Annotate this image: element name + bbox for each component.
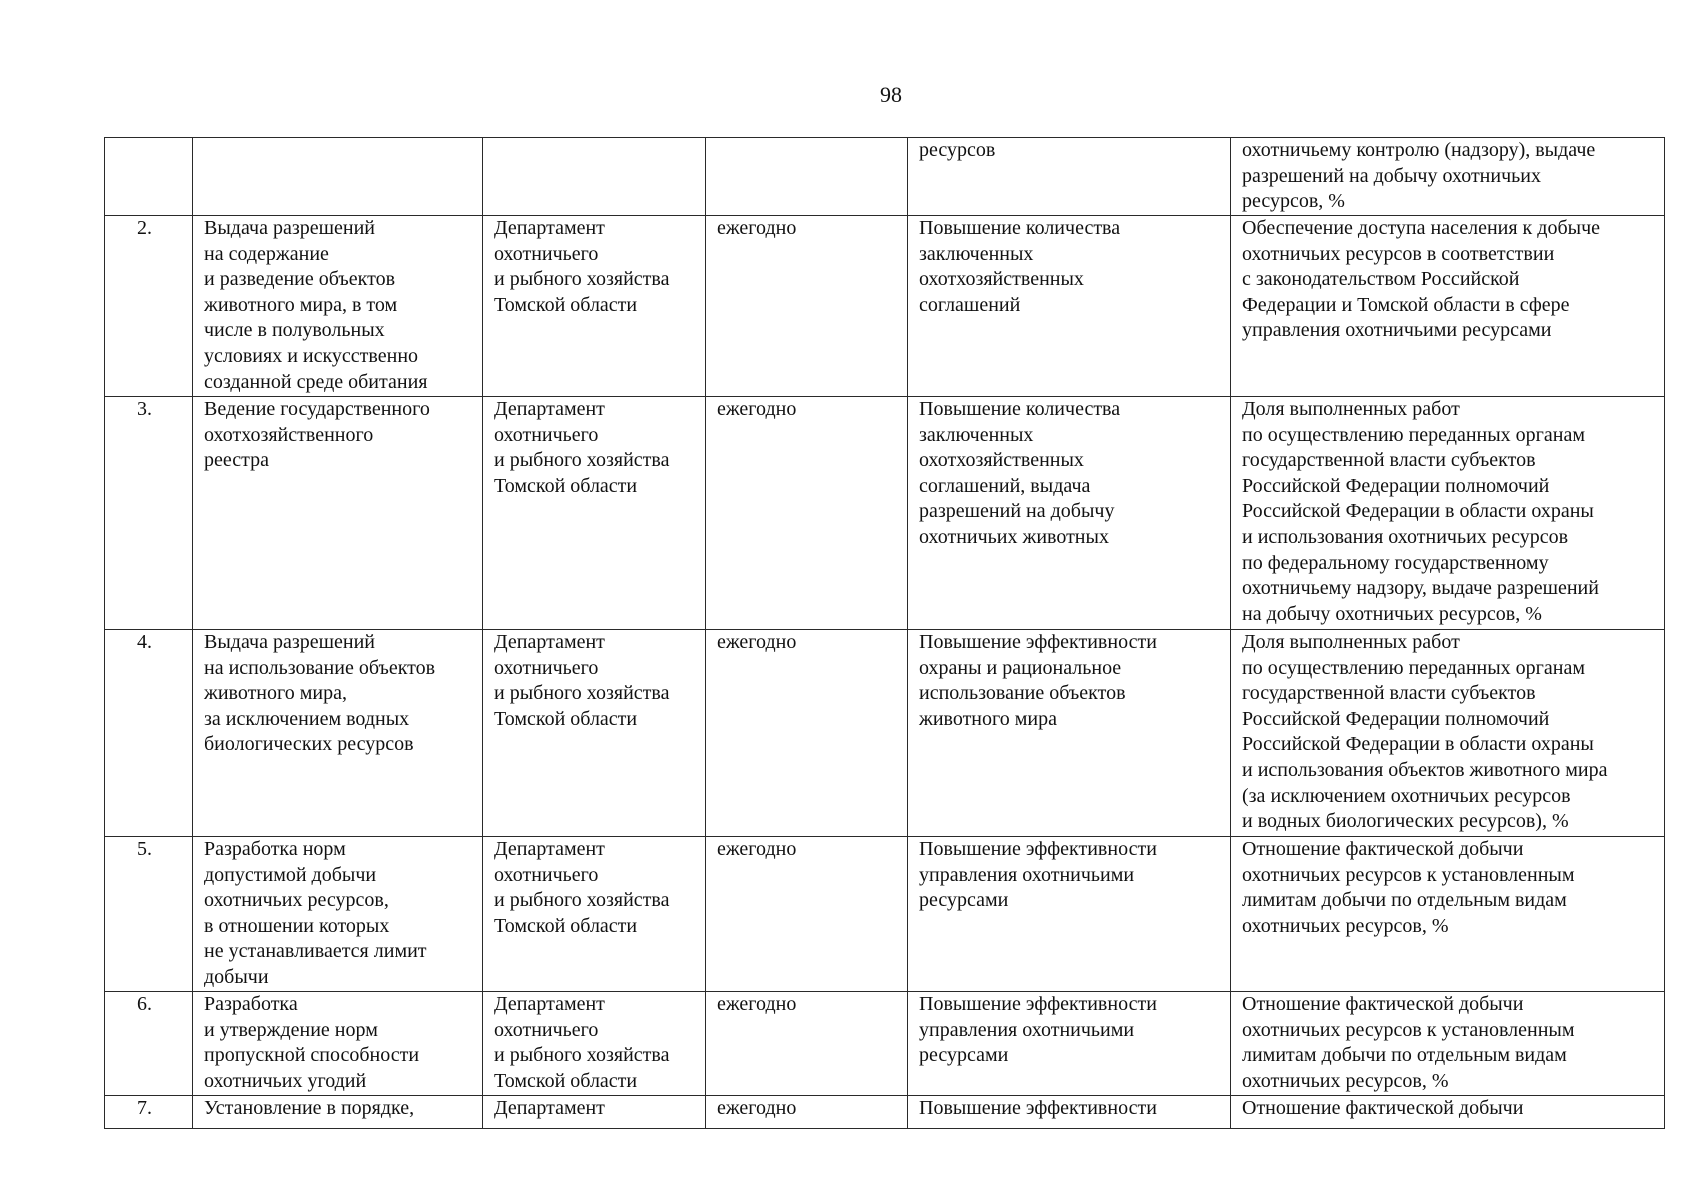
page-number: 98 [880, 82, 902, 107]
indicator-cell: Отношение фактической добычи [1231, 1096, 1665, 1129]
activity-cell: Разработка и утверждение норм пропускной способности охотничьих угодий [193, 992, 483, 1096]
table-row [105, 1096, 1665, 1129]
indicator-cell: Доля выполненных работ по осуществлению переданных органам государственной власти субъектов Российской Федерации полномочий Российской Федерации в области охраны и использования охотничьих ресурсов по федеральному государственному охотничьему надзору, выдаче разрешений на добычу охотничьих ресурсов, % [1231, 397, 1665, 630]
period-cell: ежегодно [706, 837, 908, 992]
period-cell: ежегодно [706, 1096, 908, 1129]
period-cell: ежегодно [706, 397, 908, 630]
activity-cell: Выдача разрешений на использование объектов животного мира, за исключением водных биологических ресурсов [193, 630, 483, 837]
executor-cell: Департамент охотничьего и рыбного хозяйства Томской области [483, 397, 706, 630]
executor-cell: Департамент охотничьего и рыбного хозяйства Томской области [483, 837, 706, 992]
result-cell: Повышение эффективности управления охотничьими ресурсами [908, 992, 1231, 1096]
table-row [105, 397, 1665, 630]
row-number-cell: 6. [105, 992, 193, 1096]
indicator-cell: Отношение фактической добычи охотничьих ресурсов к установленным лимитам добычи по отдельным видам охотничьих ресурсов, % [1231, 837, 1665, 992]
activities-table [104, 137, 1665, 1129]
row-number-cell: 7. [105, 1096, 193, 1129]
table-row [105, 992, 1665, 1096]
period-cell: ежегодно [706, 216, 908, 397]
period-cell: ежегодно [706, 630, 908, 837]
period-cell [706, 138, 908, 216]
indicator-cell: охотничьему контролю (надзору), выдаче разрешений на добычу охотничьих ресурсов, % [1231, 138, 1665, 216]
result-cell: ресурсов [908, 138, 1231, 216]
indicator-cell: Обеспечение доступа населения к добыче охотничьих ресурсов в соответствии с законодательством Российской Федерации и Томской области в сфере управления охотничьими ресурсами [1231, 216, 1665, 397]
result-cell: Повышение эффективности управления охотничьими ресурсами [908, 837, 1231, 992]
indicator-cell: Доля выполненных работ по осуществлению переданных органам государственной власти субъектов Российской Федерации полномочий Российской Федерации в области охраны и использования объектов животного мира (за исключением охотничьих ресурсов и водных биологических ресурсов), % [1231, 630, 1665, 837]
table-row [105, 216, 1665, 397]
executor-cell: Департамент [483, 1096, 706, 1129]
executor-cell [483, 138, 706, 216]
table-row [105, 138, 1665, 216]
activity-cell [193, 138, 483, 216]
result-cell: Повышение количества заключенных охотхозяйственных соглашений, выдача разрешений на добычу охотничьих животных [908, 397, 1231, 630]
activity-cell: Разработка норм допустимой добычи охотничьих ресурсов, в отношении которых не устанавливается лимит добычи [193, 837, 483, 992]
row-number-cell: 2. [105, 216, 193, 397]
activity-cell: Выдача разрешений на содержание и разведение объектов животного мира, в том числе в полувольных условиях и искусственно созданной среде обитания [193, 216, 483, 397]
activity-cell: Ведение государственного охотхозяйственного реестра [193, 397, 483, 630]
table-row [105, 837, 1665, 992]
table-row [105, 630, 1665, 837]
period-cell: ежегодно [706, 992, 908, 1096]
row-number-cell: 4. [105, 630, 193, 837]
result-cell: Повышение количества заключенных охотхозяйственных соглашений [908, 216, 1231, 397]
activity-cell: Установление в порядке, [193, 1096, 483, 1129]
result-cell: Повышение эффективности охраны и рациональное использование объектов животного мира [908, 630, 1231, 837]
indicator-cell: Отношение фактической добычи охотничьих ресурсов к установленным лимитам добычи по отдельным видам охотничьих ресурсов, % [1231, 992, 1665, 1096]
executor-cell: Департамент охотничьего и рыбного хозяйства Томской области [483, 630, 706, 837]
executor-cell: Департамент охотничьего и рыбного хозяйства Томской области [483, 216, 706, 397]
row-number-cell: 5. [105, 837, 193, 992]
executor-cell: Департамент охотничьего и рыбного хозяйства Томской области [483, 992, 706, 1096]
result-cell: Повышение эффективности [908, 1096, 1231, 1129]
row-number-cell [105, 138, 193, 216]
row-number-cell: 3. [105, 397, 193, 630]
